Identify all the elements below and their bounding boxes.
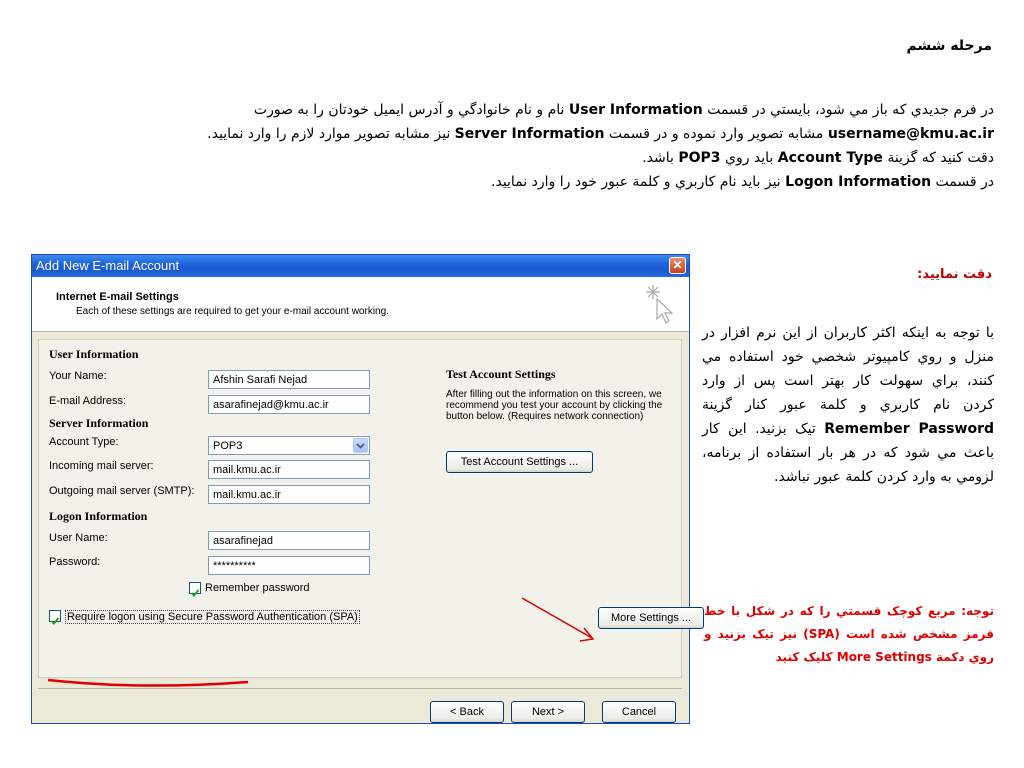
dialog-titlebar[interactable] xyxy=(32,255,689,277)
remember-password-label[interactable]: Remember password xyxy=(205,582,310,594)
remember-password-checkbox[interactable] xyxy=(189,582,201,594)
outgoing-server-label: Outgoing mail server (SMTP): xyxy=(49,485,195,497)
intro-text xyxy=(24,98,994,194)
password-input[interactable]: ********** xyxy=(208,556,370,575)
test-account-settings-button[interactable]: Test Account Settings ... xyxy=(446,451,593,473)
side-body: با توجه به اينكه اکثر کاربران از اين نرم افزار در منزل و روي كامپيوتر شخصي خود استفاده مي كنند، براي سهولت كار بهتر است پس از وارد كردن نام كاربري و كلمة عبور كنار گزينة Remember Password تيک بزنيد. اين كار باعث مي شود كه در هر بار استفاده از برنامه، لزومي به وارد كردن كلمة عبور نباشد. xyxy=(702,325,994,485)
step-title: مرحله ششم xyxy=(906,38,992,54)
test-account-description: After filling out the information on this screen, we recommend you test your account by clicking the button below. (Requires network connection) xyxy=(446,389,663,422)
dialog-title: Add New E-mail Account xyxy=(36,258,180,273)
intro-line-4: در قسمت Logon Information نيز بايد نام كاربري و كلمة عبور خود را وارد نماييد. xyxy=(491,174,994,190)
section-logon-information: Logon Information xyxy=(49,509,148,523)
incoming-server-input[interactable]: mail.kmu.ac.ir xyxy=(208,460,370,479)
intro-line-2: username@kmu.ac.ir مشابه تصوير وارد نموده و در قسمت Server Information نيز مشابه تصوير موارد لازم را وارد نماييد. xyxy=(207,126,994,142)
section-server-information: Server Information xyxy=(49,416,149,430)
dialog-header xyxy=(32,277,689,332)
section-user-information: User Information xyxy=(49,347,139,361)
next-button[interactable]: Next > xyxy=(511,701,585,723)
cursor-sparkle-icon xyxy=(641,283,677,325)
cancel-button[interactable]: Cancel xyxy=(602,701,676,723)
settings-panel xyxy=(38,339,692,678)
user-name-label: User Name: xyxy=(49,532,108,544)
require-spa-checkbox[interactable] xyxy=(49,610,61,622)
your-name-label: Your Name: xyxy=(49,370,107,382)
account-type-value: POP3 xyxy=(213,440,243,452)
section-test-account-settings: Test Account Settings xyxy=(446,367,556,381)
email-address-input[interactable]: asarafinejad@kmu.ac.ir xyxy=(208,395,370,414)
close-button[interactable]: ✕ xyxy=(669,257,686,274)
password-label: Password: xyxy=(49,556,101,568)
checkmark-icon xyxy=(50,616,60,626)
outgoing-server-input[interactable]: mail.kmu.ac.ir xyxy=(208,485,370,504)
chevron-down-icon[interactable] xyxy=(353,438,368,453)
side-heading: دقت نماييد: xyxy=(917,267,992,282)
user-name-input[interactable]: asarafinejad xyxy=(208,531,370,550)
header-title: Internet E-mail Settings xyxy=(56,291,179,303)
more-settings-button[interactable]: More Settings ... xyxy=(598,607,704,629)
your-name-input[interactable]: Afshin Sarafi Nejad xyxy=(208,370,370,389)
email-address-label: E-mail Address: xyxy=(49,395,127,407)
require-spa-label[interactable]: Require logon using Secure Password Authentication (SPA) xyxy=(67,611,358,623)
incoming-server-label: Incoming mail server: xyxy=(49,460,154,472)
footer-divider xyxy=(38,688,682,689)
header-subtitle: Each of these settings are required to get your e-mail account working. xyxy=(76,306,389,317)
account-type-select[interactable] xyxy=(208,436,370,455)
back-button[interactable]: < Back xyxy=(430,701,504,723)
checkmark-icon xyxy=(190,588,200,598)
add-email-account-dialog xyxy=(31,254,690,724)
account-type-label: Account Type: xyxy=(49,436,119,448)
intro-line-1: در فرم جديدي كه باز مي شود، بايستي در قسمت User Information نام و نام خانوادگي و آدرس ايميل خودتان را به صورت xyxy=(253,102,994,118)
intro-line-3: دقت كنيد كه گزينة Account Type بايد روي POP3 باشد. xyxy=(642,150,994,166)
side-note: توجه: مربع کوچک قسمتي را كه در شكل با خط قرمز مشخص شده است (SPA) نيز تيک بزنيد و روي دكمة More Settings كليک كنيد xyxy=(704,604,994,664)
